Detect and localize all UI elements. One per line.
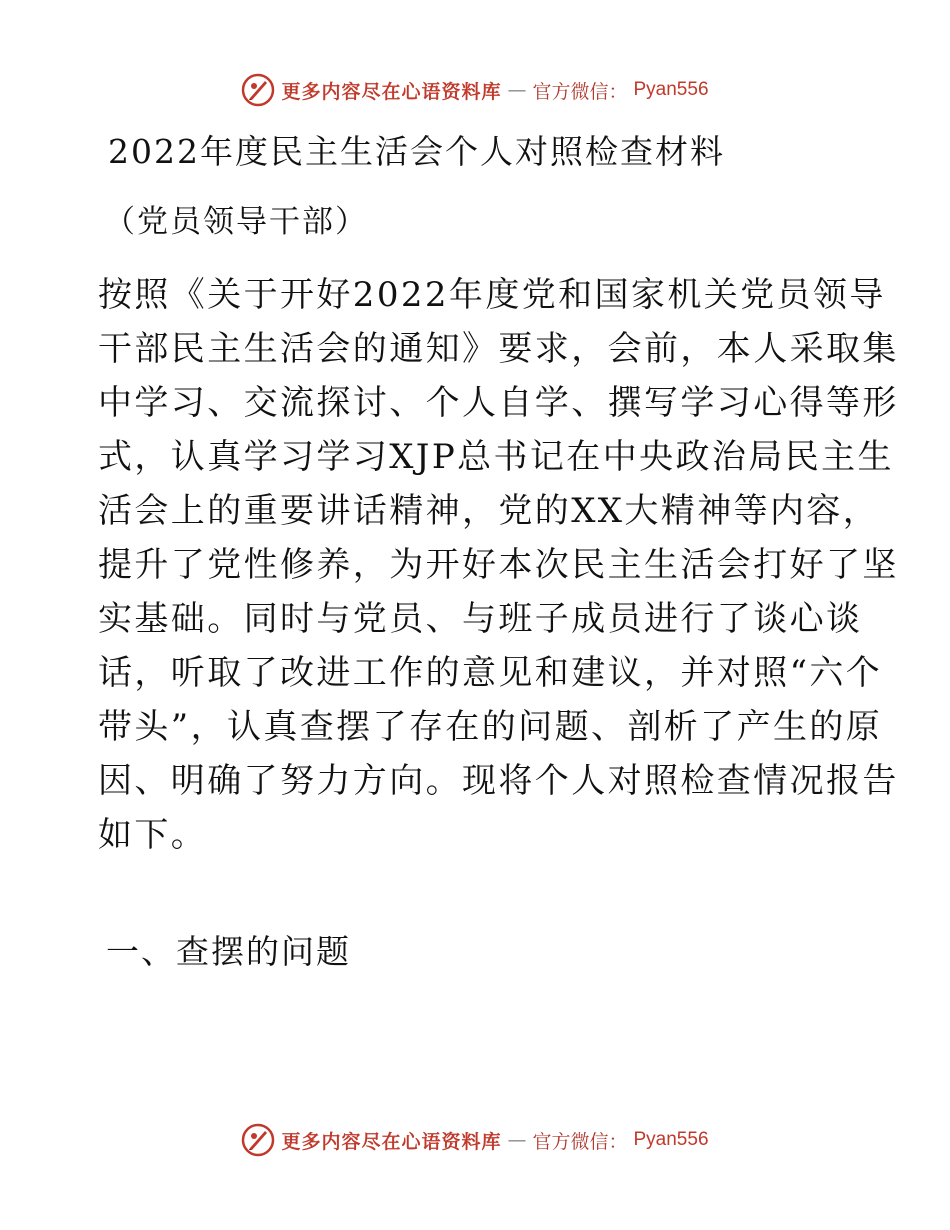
banner-wechat-label: 官方微信： bbox=[532, 1130, 628, 1153]
body-line: 活会上的重要讲话精神，党的XX大精神等内容， bbox=[98, 491, 880, 531]
banner-wechat-id: Pyan556 bbox=[633, 79, 709, 100]
body-line: 中学习、交流探讨、个人自学、撰写学习心得等形 bbox=[98, 383, 899, 423]
quill-seal-icon bbox=[241, 1123, 275, 1157]
banner-separator: — bbox=[507, 1129, 527, 1151]
quill-seal-icon bbox=[241, 73, 275, 107]
banner-brand: 更多内容尽在心语资料库 bbox=[281, 1130, 502, 1153]
body-line: 式，认真学习学习XJP总书记在中央政治局民主生 bbox=[98, 437, 894, 477]
footer-banner bbox=[0, 1122, 950, 1158]
document-subtitle: （党员领导干部） bbox=[104, 204, 368, 240]
body-line: 话，听取了改进工作的意见和建议，并对照“六个 bbox=[98, 653, 883, 693]
header-banner bbox=[0, 72, 950, 108]
body-line: 干部民主生活会的通知》要求，会前，本人采取集 bbox=[98, 329, 899, 369]
banner-wechat-label: 官方微信： bbox=[532, 80, 628, 103]
banner-brand: 更多内容尽在心语资料库 bbox=[281, 80, 502, 103]
document-body bbox=[98, 268, 899, 862]
section-heading: 一、查摆的问题 bbox=[106, 932, 351, 971]
banner-wechat-id: Pyan556 bbox=[633, 1129, 709, 1150]
body-line: 按照《关于开好2022年度党和国家机关党员领导 bbox=[98, 275, 886, 315]
document-title: 2022年度民主生活会个人对照检查材料 bbox=[108, 132, 725, 171]
banner-separator: — bbox=[507, 79, 527, 101]
body-line: 因、明确了努力方向。现将个人对照检查情况报告 bbox=[98, 761, 899, 801]
body-line: 带头”，认真查摆了存在的问题、剖析了产生的原 bbox=[98, 707, 883, 747]
body-line: 提升了党性修养，为开好本次民主生活会打好了坚 bbox=[98, 545, 899, 585]
body-line: 如下。 bbox=[98, 815, 208, 855]
body-line: 实基础。同时与党员、与班子成员进行了谈心谈 bbox=[98, 599, 863, 639]
